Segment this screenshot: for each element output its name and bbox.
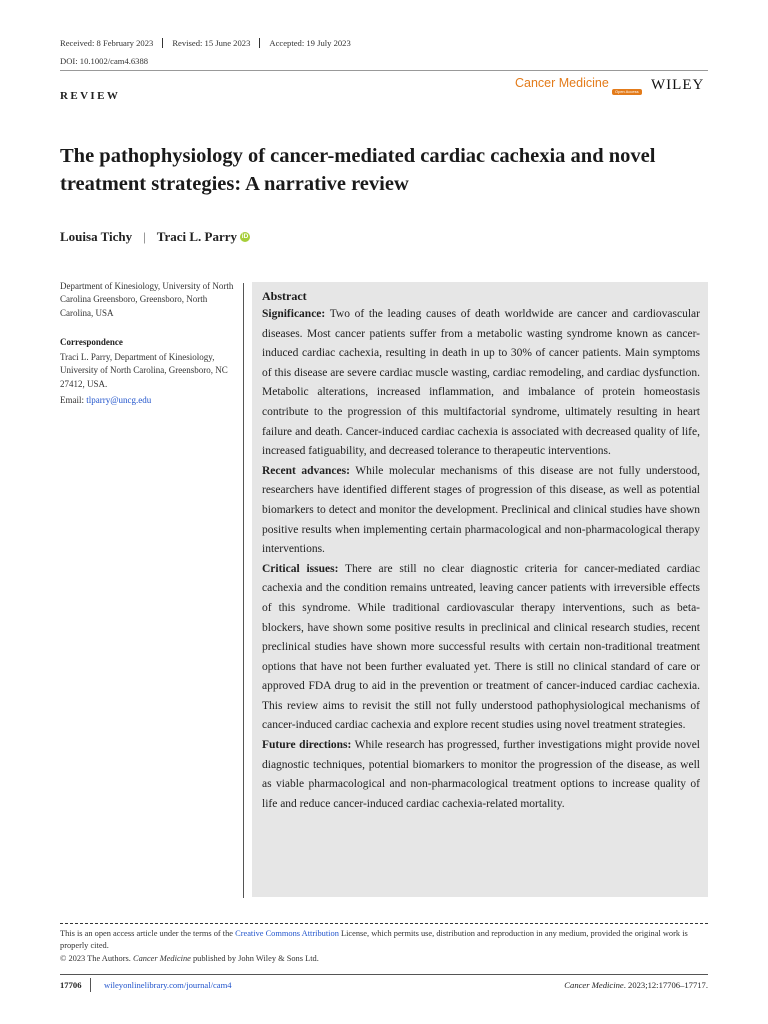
- article-title: The pathophysiology of cancer-mediated cardiac cachexia and novel treatment strategies: A narrative review: [60, 145, 656, 195]
- citation-journal: Cancer Medicine: [564, 980, 624, 990]
- abstract-future-directions: [262, 736, 700, 814]
- column-divider: [243, 283, 244, 898]
- abstract-significance: [262, 305, 700, 462]
- footer-separator: [90, 978, 91, 992]
- footer-divider: [60, 974, 708, 975]
- license-text-post: License, which permits use, distribution and reproduction in any medium, provided the original work is properly cited.: [60, 929, 688, 950]
- section-label: REVIEW: [60, 90, 121, 102]
- correspondence-address: Traci L. Parry, Department of Kinesiology, University of North Carolina, Greensboro, NC 27412, USA.: [60, 352, 228, 389]
- email-link[interactable]: tlparry@uncg.edu: [86, 395, 152, 405]
- copyright-journal: Cancer Medicine: [132, 954, 191, 963]
- wiley-logo: WILEY: [651, 77, 705, 93]
- page-number: 17706: [60, 980, 82, 990]
- future-label: Future directions:: [262, 739, 352, 752]
- advances-label: Recent advances:: [262, 464, 350, 477]
- journal-url-link[interactable]: wileyonlinelibrary.com/journal/cam4: [104, 980, 232, 990]
- revised-date: Revised: 15 June 2023: [163, 38, 260, 48]
- author-list: [60, 229, 250, 245]
- received-date: Received: 8 February 2023: [60, 38, 163, 48]
- copyright-post: published by John Wiley & Sons Ltd.: [190, 954, 319, 963]
- correspondence-heading: Correspondence: [60, 337, 123, 347]
- author-separator: |: [143, 229, 146, 244]
- abstract-critical-issues: [262, 560, 700, 736]
- correspondence-email: [60, 395, 151, 405]
- advances-text: While molecular mechanisms of this disease are not fully understood, researchers have identified different stages of progression of this disease, as well as potential biomarkers to detect and monitor the development. Preclinical and clinical studies have shown positive results when implementing certain pharmacological and non-pharmacological therapy interventions.: [262, 464, 700, 556]
- journal-logo-text: Cancer Medicine: [515, 76, 609, 90]
- creative-commons-link[interactable]: Creative Commons Attribution: [235, 929, 339, 938]
- cancer-medicine-logo: [515, 76, 649, 98]
- copyright-note: [60, 954, 319, 963]
- citation: [564, 980, 708, 990]
- open-access-badge: Open Access: [612, 89, 642, 95]
- abstract-recent-advances: [262, 462, 700, 560]
- affiliation: Department of Kinesiology, University of North Carolina Greensboro, Greensboro, North Carolina, USA: [60, 281, 234, 318]
- critical-label: Critical issues:: [262, 562, 339, 575]
- license-divider: [60, 923, 708, 924]
- header-divider: [60, 70, 708, 71]
- email-label: Email:: [60, 395, 87, 405]
- abstract-box: [252, 282, 708, 897]
- abstract-heading: Abstract: [262, 289, 307, 303]
- orcid-icon[interactable]: iD: [241, 233, 249, 240]
- critical-text: There are still no clear diagnostic criteria for cancer-mediated cardiac cachexia and the condition remains untreated, leaving cancer patients with irreversible effects of this syndrome. While traditional cardiovascular therapy interventions, such as beta-blockers, have shown some positive results in preclinical and clinical research studies, recent preclinical studies have shown more successful results with certain non-traditional treatment options that have not been further evaluated yet. There is still no clinical standard of care or approved FDA drug to aid in the prevention or treatment of cancer-induced cardiac cachexia. This review aims to revisit the still not fully understood pathophysiological mechanisms of cancer-induced cardiac cachexia and explore recent studies using novel treatment strategies.: [262, 562, 700, 732]
- accepted-date: Accepted: 19 July 2023: [269, 38, 351, 48]
- citation-details: . 2023;12:17706–17717.: [623, 980, 708, 990]
- significance-label: Significance:: [262, 308, 326, 320]
- copyright-pre: © 2023 The Authors.: [60, 954, 133, 963]
- journal-branding: [515, 76, 704, 98]
- article-dates: [60, 38, 360, 48]
- license-text-pre: This is an open access article under the terms of the: [60, 929, 236, 938]
- license-note: [60, 928, 708, 952]
- author-tichy[interactable]: Louisa Tichy: [60, 229, 133, 244]
- significance-text: Two of the leading causes of death worldwide are cancer and cardiovascular diseases. Most cancer patients suffer from a metabolic wasting syndrome known as cancer-induced cardiac cachexia, resulting in death in up to 30% of cancer patients. Main symptoms of this disease are severe cardiac muscle wasting, cardiac remodeling, and cardiac dysfunction. Metabolic alterations, increased inflammation, and imbalance of protein homeostasis contribute to the progression of this multifactorial syndrome, ultimately resulting in heart failure and death. Cancer-induced cardiac cachexia is associated with decreased quality of life, increased fatiguability, and decreased tolerance to therapeutic interventions.: [262, 308, 700, 458]
- future-text: While research has progressed, further investigations might provide novel diagnostic techniques, potential biomarkers to monitor the progression of the disease, as well as viable pharmacological and non-pharmacological treatment options to increase quality of life and reduce cancer-induced cardiac cachexia-related mortality.: [262, 739, 700, 810]
- doi[interactable]: DOI: 10.1002/cam4.6388: [60, 56, 149, 66]
- author-parry[interactable]: Traci L. Parry: [156, 229, 238, 244]
